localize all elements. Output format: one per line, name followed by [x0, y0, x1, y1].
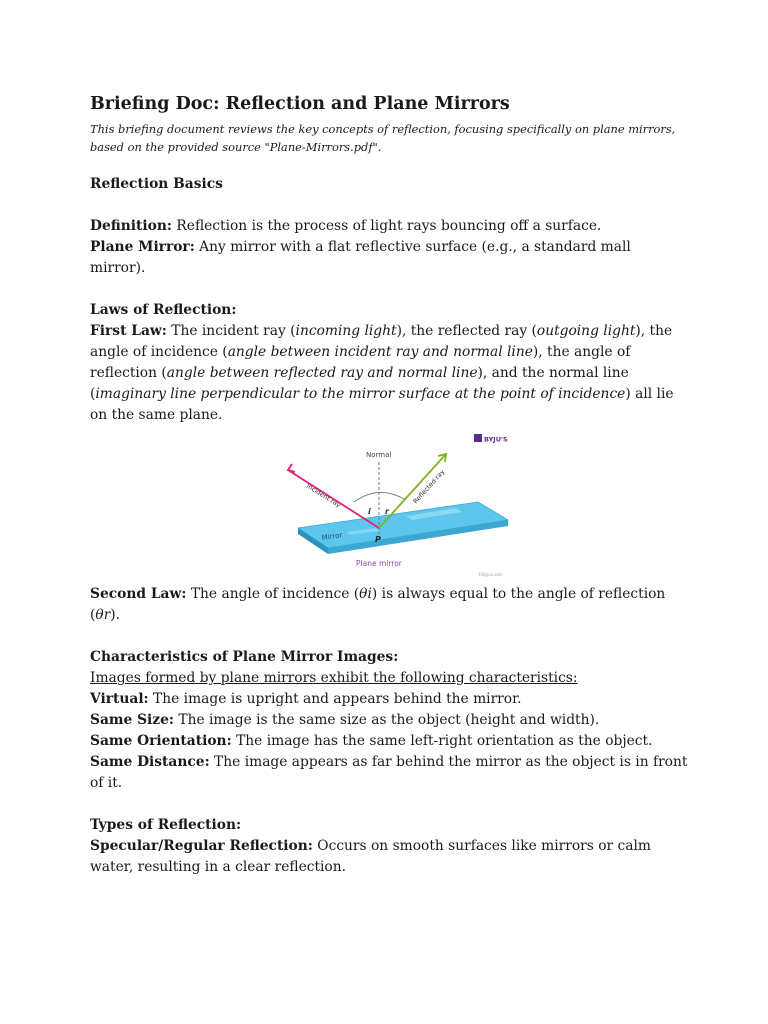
characteristic-text: The image is upright and appears behind the mirror. [148, 691, 522, 707]
normal-label: Normal [366, 451, 392, 459]
first-law-t2: ), the reflected ray ( [396, 323, 537, 339]
first-law-t6: ) all lie on the same plane. [90, 386, 674, 423]
characteristic-item [90, 710, 690, 731]
angle-i-label: i [368, 507, 371, 516]
first-law-e4: angle between reflected ray and normal line [166, 365, 478, 381]
second-law-e2: θr [95, 607, 111, 623]
doc-title: Briefing Doc: Reflection and Plane Mirrors [90, 94, 510, 114]
second-law-e1: θi [359, 586, 372, 602]
specular-label: Specular/Regular Reflection: [90, 838, 313, 854]
first-law-t1: The incident ray ( [166, 323, 296, 339]
byjus-logo-text: BYJU'S [484, 435, 508, 444]
characteristic-item [90, 731, 690, 752]
first-law-e3: angle between incident ray and normal line [227, 344, 533, 360]
definition-label: Definition: [90, 218, 172, 234]
definition-paragraph [90, 216, 690, 237]
second-law-t1: The angle of incidence ( [186, 586, 360, 602]
figure-caption: Plane mirror [356, 559, 402, 568]
second-law-t2: ) is always equal to the angle of reflection ( [90, 586, 666, 623]
characteristic-item [90, 689, 690, 710]
plane-mirror-diagram [256, 432, 516, 580]
characteristic-text: The image has the same left-right orientation as the object. [231, 733, 653, 749]
angle-arc [354, 492, 406, 502]
byjus-logo-mark [474, 434, 482, 442]
first-law-e5: imaginary line perpendicular to the mirror surface at the point of incidence [95, 386, 626, 402]
characteristics-intro: Images formed by plane mirrors exhibit the following characteristics: [90, 670, 578, 686]
first-law-e1: incoming light [295, 323, 397, 339]
characteristic-label: Same Orientation: [90, 733, 232, 749]
first-law-paragraph [90, 321, 690, 426]
plane-mirror-label: Plane Mirror: [90, 239, 195, 255]
first-law-label: First Law: [90, 323, 167, 339]
characteristic-text: The image is the same size as the object (height and width). [174, 712, 600, 728]
specular-text: Occurs on smooth surfaces like mirrors or calm water, resulting in a clear reflection. [90, 838, 651, 875]
first-law-t4: ), the angle of reflection ( [90, 344, 631, 381]
plane-mirror-paragraph [90, 237, 690, 279]
incident-ray-label: Incident ray [304, 481, 343, 510]
first-law-t5: ), and the normal line ( [90, 365, 629, 402]
basics-heading: Reflection Basics [90, 176, 223, 192]
characteristic-text: The image appears as far behind the mirror as the object is in front of it. [90, 754, 688, 791]
first-law-e2: outgoing light [536, 323, 636, 339]
document-body [90, 92, 690, 878]
angle-r-label: r [385, 507, 389, 516]
characteristic-label: Same Size: [90, 712, 174, 728]
incident-ray-arrow [288, 464, 295, 472]
specular-paragraph [90, 836, 690, 878]
types-heading: Types of Reflection: [90, 817, 242, 833]
mirror-surface [298, 502, 508, 554]
mirror-label: Mirror [321, 531, 343, 542]
doc-intro: This briefing document reviews the key concepts of reflection, focusing specifically on plane mirrors, based on the provided source "Plane-Mirrors.pdf". [90, 122, 676, 154]
second-law-label: Second Law: [90, 586, 187, 602]
laws-heading: Laws of Reflection: [90, 302, 237, 318]
definition-text: Reflection is the process of light rays bouncing off a surface. [172, 218, 602, 234]
second-law-t3: ). [110, 607, 121, 623]
point-p-label: P [375, 535, 381, 544]
characteristics-heading: Characteristics of Plane Mirror Images: [90, 649, 399, 665]
plane-mirror-text: Any mirror with a flat reflective surface (e.g., a standard mall mirror). [90, 239, 631, 276]
characteristic-item [90, 752, 690, 794]
byjus-logo [474, 434, 508, 444]
reflected-ray-label: Reflected ray [411, 467, 447, 506]
second-law-paragraph [90, 584, 690, 626]
first-law-t3: ), the angle of incidence ( [90, 323, 673, 360]
characteristic-label: Virtual: [90, 691, 149, 707]
figure-credit: ©Byjus.com [478, 572, 503, 577]
characteristic-label: Same Distance: [90, 754, 210, 770]
